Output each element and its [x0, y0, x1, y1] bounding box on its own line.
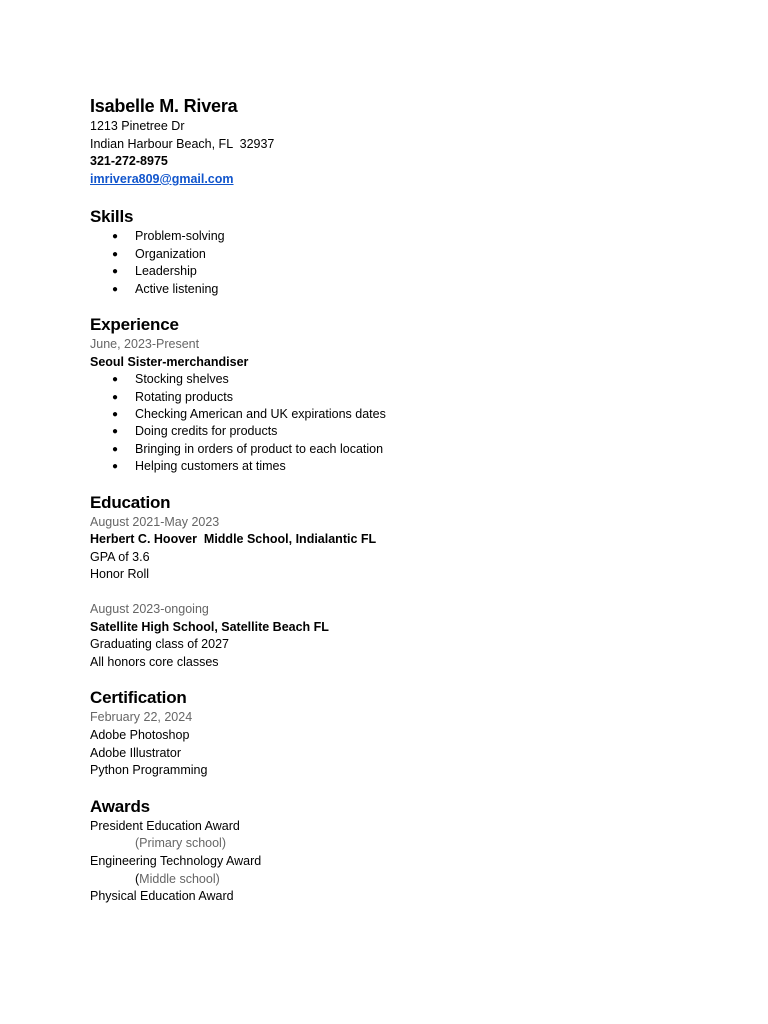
- address-line-2: Indian Harbour Beach, FL 32937: [90, 136, 275, 151]
- experience-role: Seoul Sister-merchandiser: [90, 354, 249, 369]
- email-link[interactable]: imrivera809@gmail.com: [90, 171, 234, 186]
- award-note-open: (: [135, 871, 140, 886]
- experience-heading: Experience: [90, 315, 179, 334]
- award-note: [90, 835, 690, 853]
- list-item: ● Organization: [90, 246, 690, 263]
- award-note-close: ): [221, 836, 227, 851]
- education-date: August 2023-ongoing: [90, 602, 209, 616]
- education-detail: Honor Roll: [90, 567, 150, 582]
- experience-date: June, 2023-Present: [90, 337, 200, 351]
- skills-section: [90, 206, 690, 298]
- list-item: ● Active listening: [90, 281, 690, 298]
- award-note-text: Middle school: [139, 871, 216, 886]
- certification-heading: Certification: [90, 688, 187, 708]
- awards-heading: Awards: [90, 796, 150, 816]
- skills-heading: Skills: [90, 207, 134, 227]
- certification-item: Adobe Photoshop: [90, 727, 190, 742]
- award-title: Physical Education Award: [90, 889, 234, 904]
- award-note: [90, 871, 690, 889]
- certification-section: [90, 687, 690, 779]
- certification-item: Adobe Illustrator: [90, 745, 182, 760]
- list-item: ● Helping customers at times: [90, 458, 690, 475]
- education-section: [90, 492, 690, 672]
- list-item: ● Doing credits for products: [90, 423, 690, 440]
- education-heading: Education: [90, 492, 171, 512]
- award-title: President Education Award: [90, 818, 240, 833]
- education-detail: All honors core classes: [90, 654, 219, 669]
- education-date: August 2021-May 2023: [90, 514, 220, 529]
- award-note-text: Primary school: [139, 836, 222, 851]
- list-item: ● Stocking shelves: [90, 371, 690, 388]
- contact-block: [90, 94, 690, 188]
- list-item: ● Bringing in orders of product to each location: [90, 441, 690, 458]
- certification-item: Python Programming: [90, 763, 208, 778]
- list-item: ● Problem-solving: [90, 228, 690, 245]
- phone-number: 321-272-8975: [90, 154, 168, 169]
- education-detail: Graduating class of 2027: [90, 637, 229, 652]
- award-note-open: (: [135, 836, 140, 851]
- experience-duties-list: [90, 371, 690, 475]
- experience-section: [90, 314, 690, 476]
- candidate-name: Isabelle M. Rivera: [90, 96, 238, 116]
- resume-page: [90, 94, 690, 906]
- spacer: [90, 584, 690, 601]
- list-item: ● Leadership: [90, 263, 690, 280]
- education-school: Herbert C. Hoover Middle School, Indialantic FL: [90, 532, 377, 547]
- list-item: ● Checking American and UK expirations dates: [90, 406, 690, 423]
- list-item: ● Rotating products: [90, 389, 690, 406]
- skills-list: [90, 228, 690, 298]
- address-line-1: 1213 Pinetree Dr: [90, 119, 185, 133]
- education-detail: GPA of 3.6: [90, 549, 150, 564]
- award-note-close: ): [215, 871, 220, 886]
- certification-date: February 22, 2024: [90, 710, 193, 725]
- award-title: Engineering Technology Award: [90, 853, 262, 868]
- education-school: Satellite High School, Satellite Beach FL: [90, 619, 329, 634]
- awards-section: [90, 796, 690, 906]
